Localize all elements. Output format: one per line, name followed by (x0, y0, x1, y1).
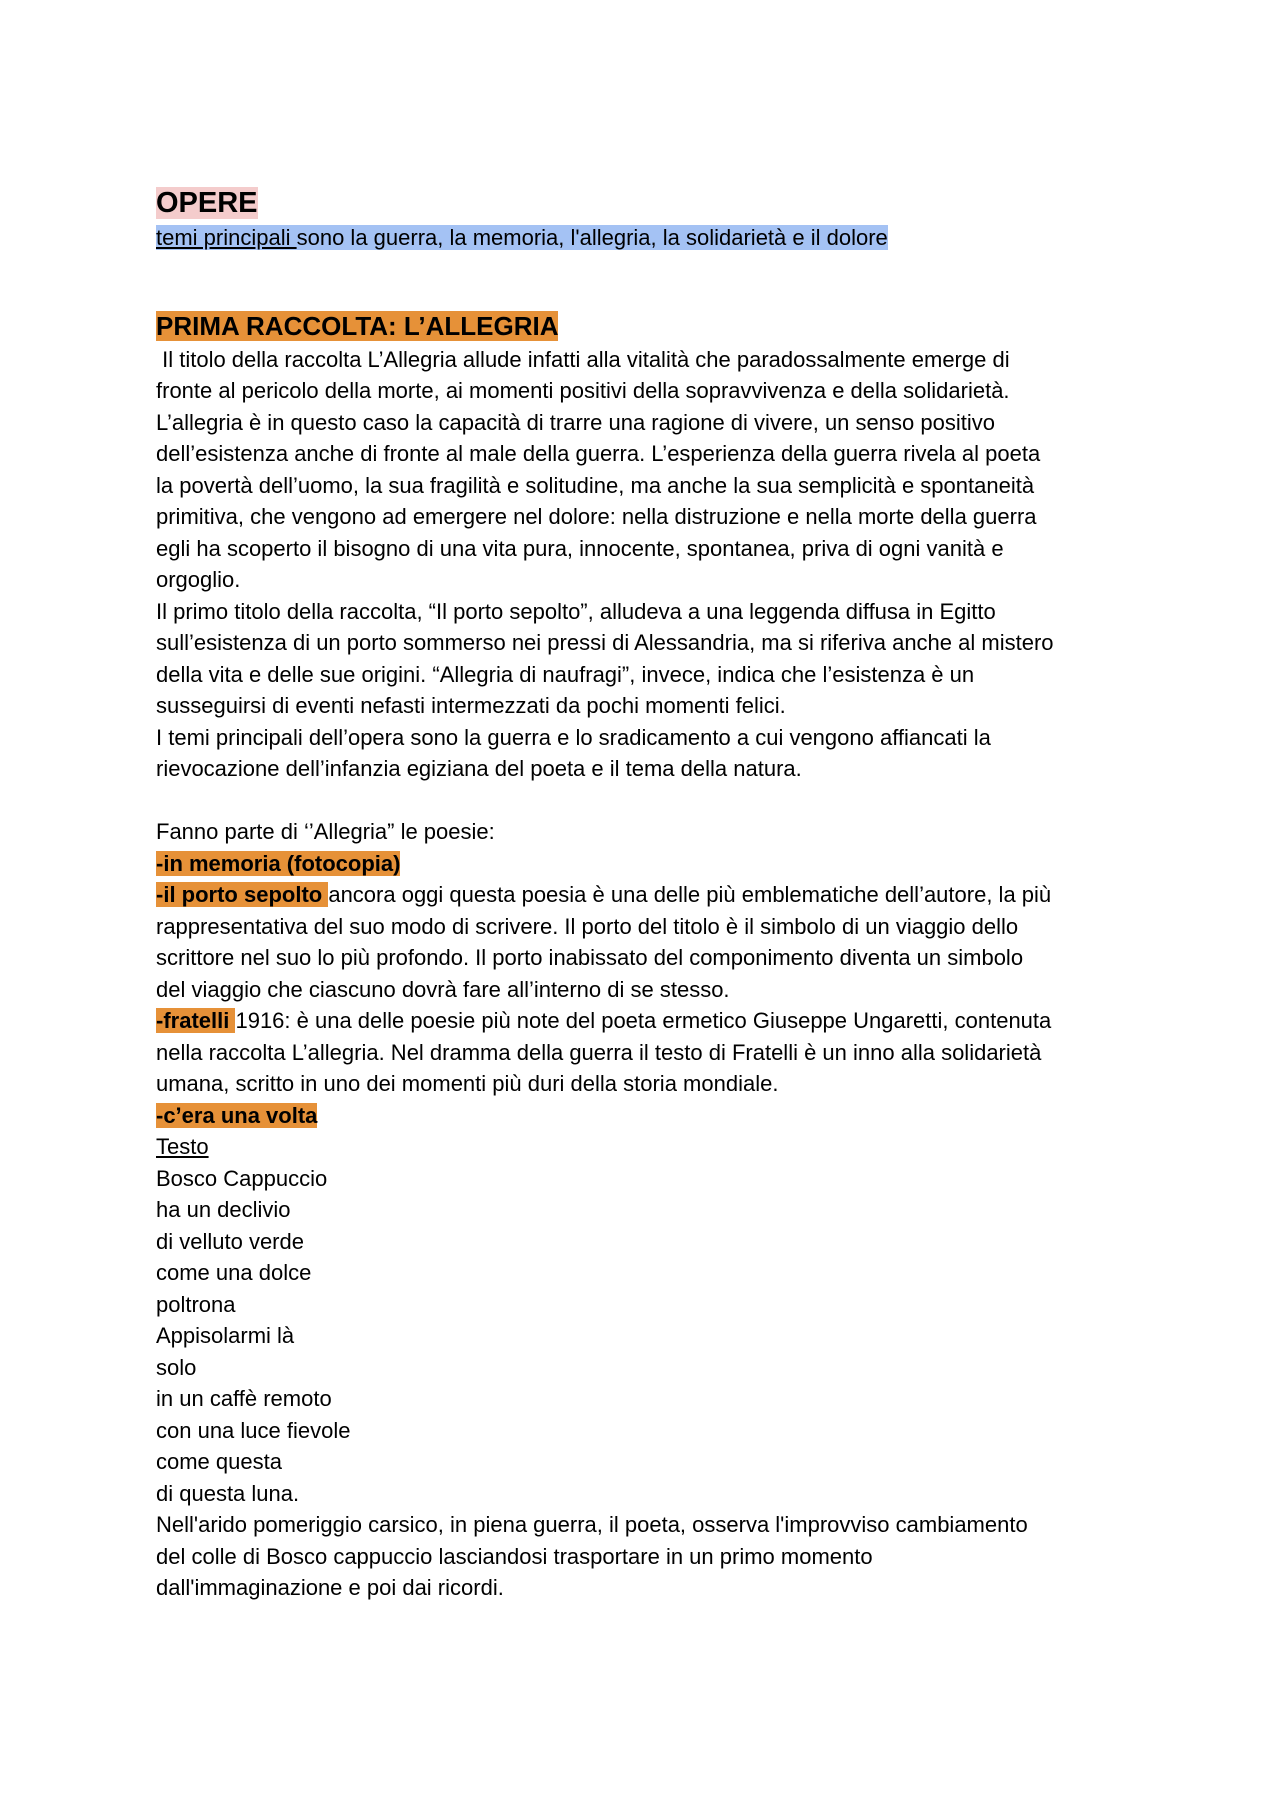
text-line: nella raccolta L’allegria. Nel dramma della guerra il testo di Fratelli è un inno alla solidarietà (156, 1039, 1042, 1065)
text-line: egli ha scoperto il bisogno di una vita pura, innocente, spontanea, priva di ogni vanità e (156, 535, 1004, 561)
poem-text (156, 1163, 1136, 1510)
text-line: sull’esistenza di un porto sommerso nei pressi di Alessandria, ma si riferiva anche al mistero (156, 630, 1054, 655)
text-line: rievocazione dell’infanzia egiziana del poeta e il tema della natura. (156, 756, 802, 781)
poem-line: come una dolce (156, 1260, 312, 1285)
text-line: umana, scritto in uno dei momenti più duri della storia mondiale. (156, 1071, 779, 1096)
text-line: fronte al pericolo della morte, ai momenti positivi della sopravvivenza e della solidarietà. (156, 378, 1010, 403)
text-line: primitiva, che vengono ad emergere nel dolore: nella distruzione e nella morte della guerra (156, 504, 1037, 529)
poem-line: come questa (156, 1449, 282, 1474)
poem-item-memoria (156, 848, 1136, 880)
text-line: orgoglio. (156, 567, 241, 592)
poem-line: solo (156, 1354, 197, 1380)
poem-line: Bosco Cappuccio (156, 1165, 328, 1191)
poem-line: con una luce fievole (156, 1417, 351, 1443)
poem-item-fratelli (156, 1005, 1136, 1100)
page-title: OPERE (156, 187, 258, 219)
poem-line: poltrona (156, 1291, 236, 1317)
text-line: scrittore nel suo lo più profondo. Il porto inabissato del componimento diventa un simbolo (156, 945, 1024, 970)
poem-line: di questa luna. (156, 1480, 300, 1506)
section-title: PRIMA RACCOLTA: L’ALLEGRIA (156, 310, 559, 341)
poem-title: -il porto sepolto (156, 882, 329, 907)
poem-item-cera (156, 1100, 1136, 1132)
poems-intro: Fanno parte di ‘’Allegria” le poesie: (156, 819, 495, 844)
themes-label: temi principali (156, 225, 297, 250)
text-line: della vita e delle sue origini. “Allegria di naufragi”, invece, indica che l’esistenza è un (156, 661, 975, 687)
text-line: ancora oggi questa poesia è una delle più emblematiche dell’autore, la più (328, 882, 1052, 907)
text-line: la povertà dell’uomo, la sua fragilità e solitudine, ma anche la sua semplicità e spontaneità (156, 472, 1035, 498)
text-line: del viaggio che ciascuno dovrà fare all’interno di se stesso. (156, 976, 730, 1002)
text-line: dall'immaginazione e poi dai ricordi. (156, 1575, 504, 1600)
text-line: susseguirsi di eventi nefasti intermezzati da pochi momenti felici. (156, 693, 786, 718)
text-line: Il titolo della raccolta L’Allegria allude infatti alla vitalità che paradossalmente emerge di (156, 346, 1010, 372)
poem-title: -in memoria (fotocopia) (156, 850, 401, 876)
poem-line: ha un declivio (156, 1197, 291, 1222)
themes-line (156, 222, 1136, 254)
text-line: Nell'arido pomeriggio carsico, in piena guerra, il poeta, osserva l'improvviso cambiamento (156, 1512, 1028, 1537)
text-line: I temi principali dell’opera sono la guerra e lo sradicamento a cui vengono affiancati la (156, 724, 991, 750)
text-line: dell’esistenza anche di fronte al male della guerra. L’esperienza della guerra rivela al poeta (156, 441, 1041, 466)
poem-line: in un caffè remoto (156, 1386, 332, 1411)
text-line: Il primo titolo della raccolta, “Il porto sepolto”, alludeva a una leggenda diffusa in Egitto (156, 598, 996, 624)
text-line: del colle di Bosco cappuccio lasciandosi trasportare in un primo momento (156, 1543, 873, 1569)
text-line: 1916: è una delle poesie più note del poeta ermetico Giuseppe Ungaretti, contenuta (235, 1008, 1052, 1033)
intro-paragraph (156, 344, 1136, 785)
document-page (156, 184, 1136, 1604)
text-line: rappresentativa del suo modo di scrivere. Il porto del titolo è il simbolo di un viaggio dello (156, 913, 1019, 939)
poem-item-porto (156, 879, 1136, 1005)
text-line: L’allegria è in questo caso la capacità di trarre una ragione di vivere, un senso positivo (156, 409, 995, 435)
commentary-paragraph (156, 1509, 1136, 1604)
poem-title: -c’era una volta (156, 1102, 318, 1128)
testo-label: Testo (156, 1134, 209, 1159)
poem-line: Appisolarmi là (156, 1323, 295, 1348)
themes-text: sono la guerra, la memoria, l'allegria, la solidarietà e il dolore (296, 225, 888, 250)
poem-line: di velluto verde (156, 1228, 304, 1254)
poem-title: -fratelli (156, 1008, 236, 1033)
